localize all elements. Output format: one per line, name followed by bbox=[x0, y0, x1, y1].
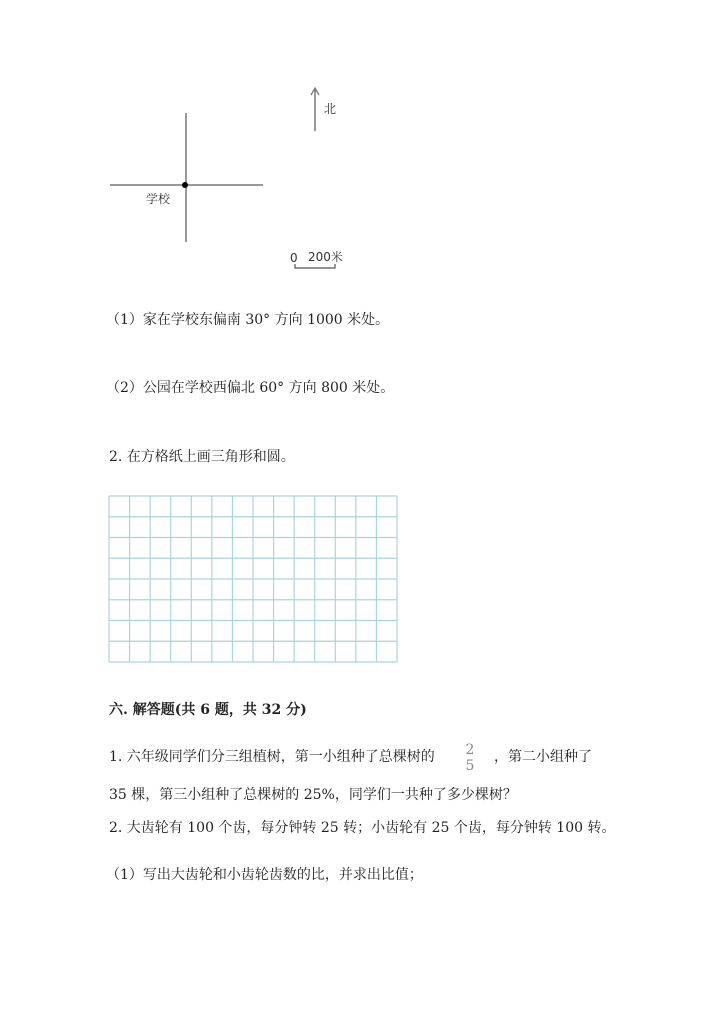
fraction-denominator: 5 bbox=[465, 758, 475, 774]
scale-zero: 0 bbox=[290, 251, 298, 265]
fraction-numerator: 2 bbox=[465, 742, 475, 758]
question-text: 35 棵，第三小组种了总棵树的 25%，同学们一共种了多少棵树？ bbox=[109, 787, 517, 803]
question-item: （2）公园在学校西偏北 60° 方向 800 米处。 bbox=[106, 380, 395, 396]
question-text: 1. 六年级同学们分三组植树，第一小组种了总棵树的 bbox=[109, 749, 435, 765]
fraction bbox=[463, 742, 477, 774]
scale-value: 200米 bbox=[308, 250, 343, 264]
question-text: 2. 在方格纸上画三角形和圆。 bbox=[109, 449, 295, 465]
school-point bbox=[182, 182, 188, 188]
square-grid bbox=[109, 496, 397, 662]
question-item: （1）家在学校东偏南 30° 方向 1000 米处。 bbox=[106, 312, 390, 328]
section-heading: 六. 解答题(共 6 题，共 32 分) bbox=[109, 702, 307, 718]
question-text: 2. 大齿轮有 100 个齿，每分钟转 25 转；小齿轮有 25 个齿，每分钟转 100 转。 bbox=[109, 820, 616, 836]
question-item: （1）写出大齿轮和小齿轮齿数的比，并求出比值； bbox=[106, 867, 423, 883]
question-text: ，第二小组种了 bbox=[494, 749, 592, 765]
school-label: 学校 bbox=[146, 192, 171, 206]
north-label: 北 bbox=[324, 102, 337, 116]
